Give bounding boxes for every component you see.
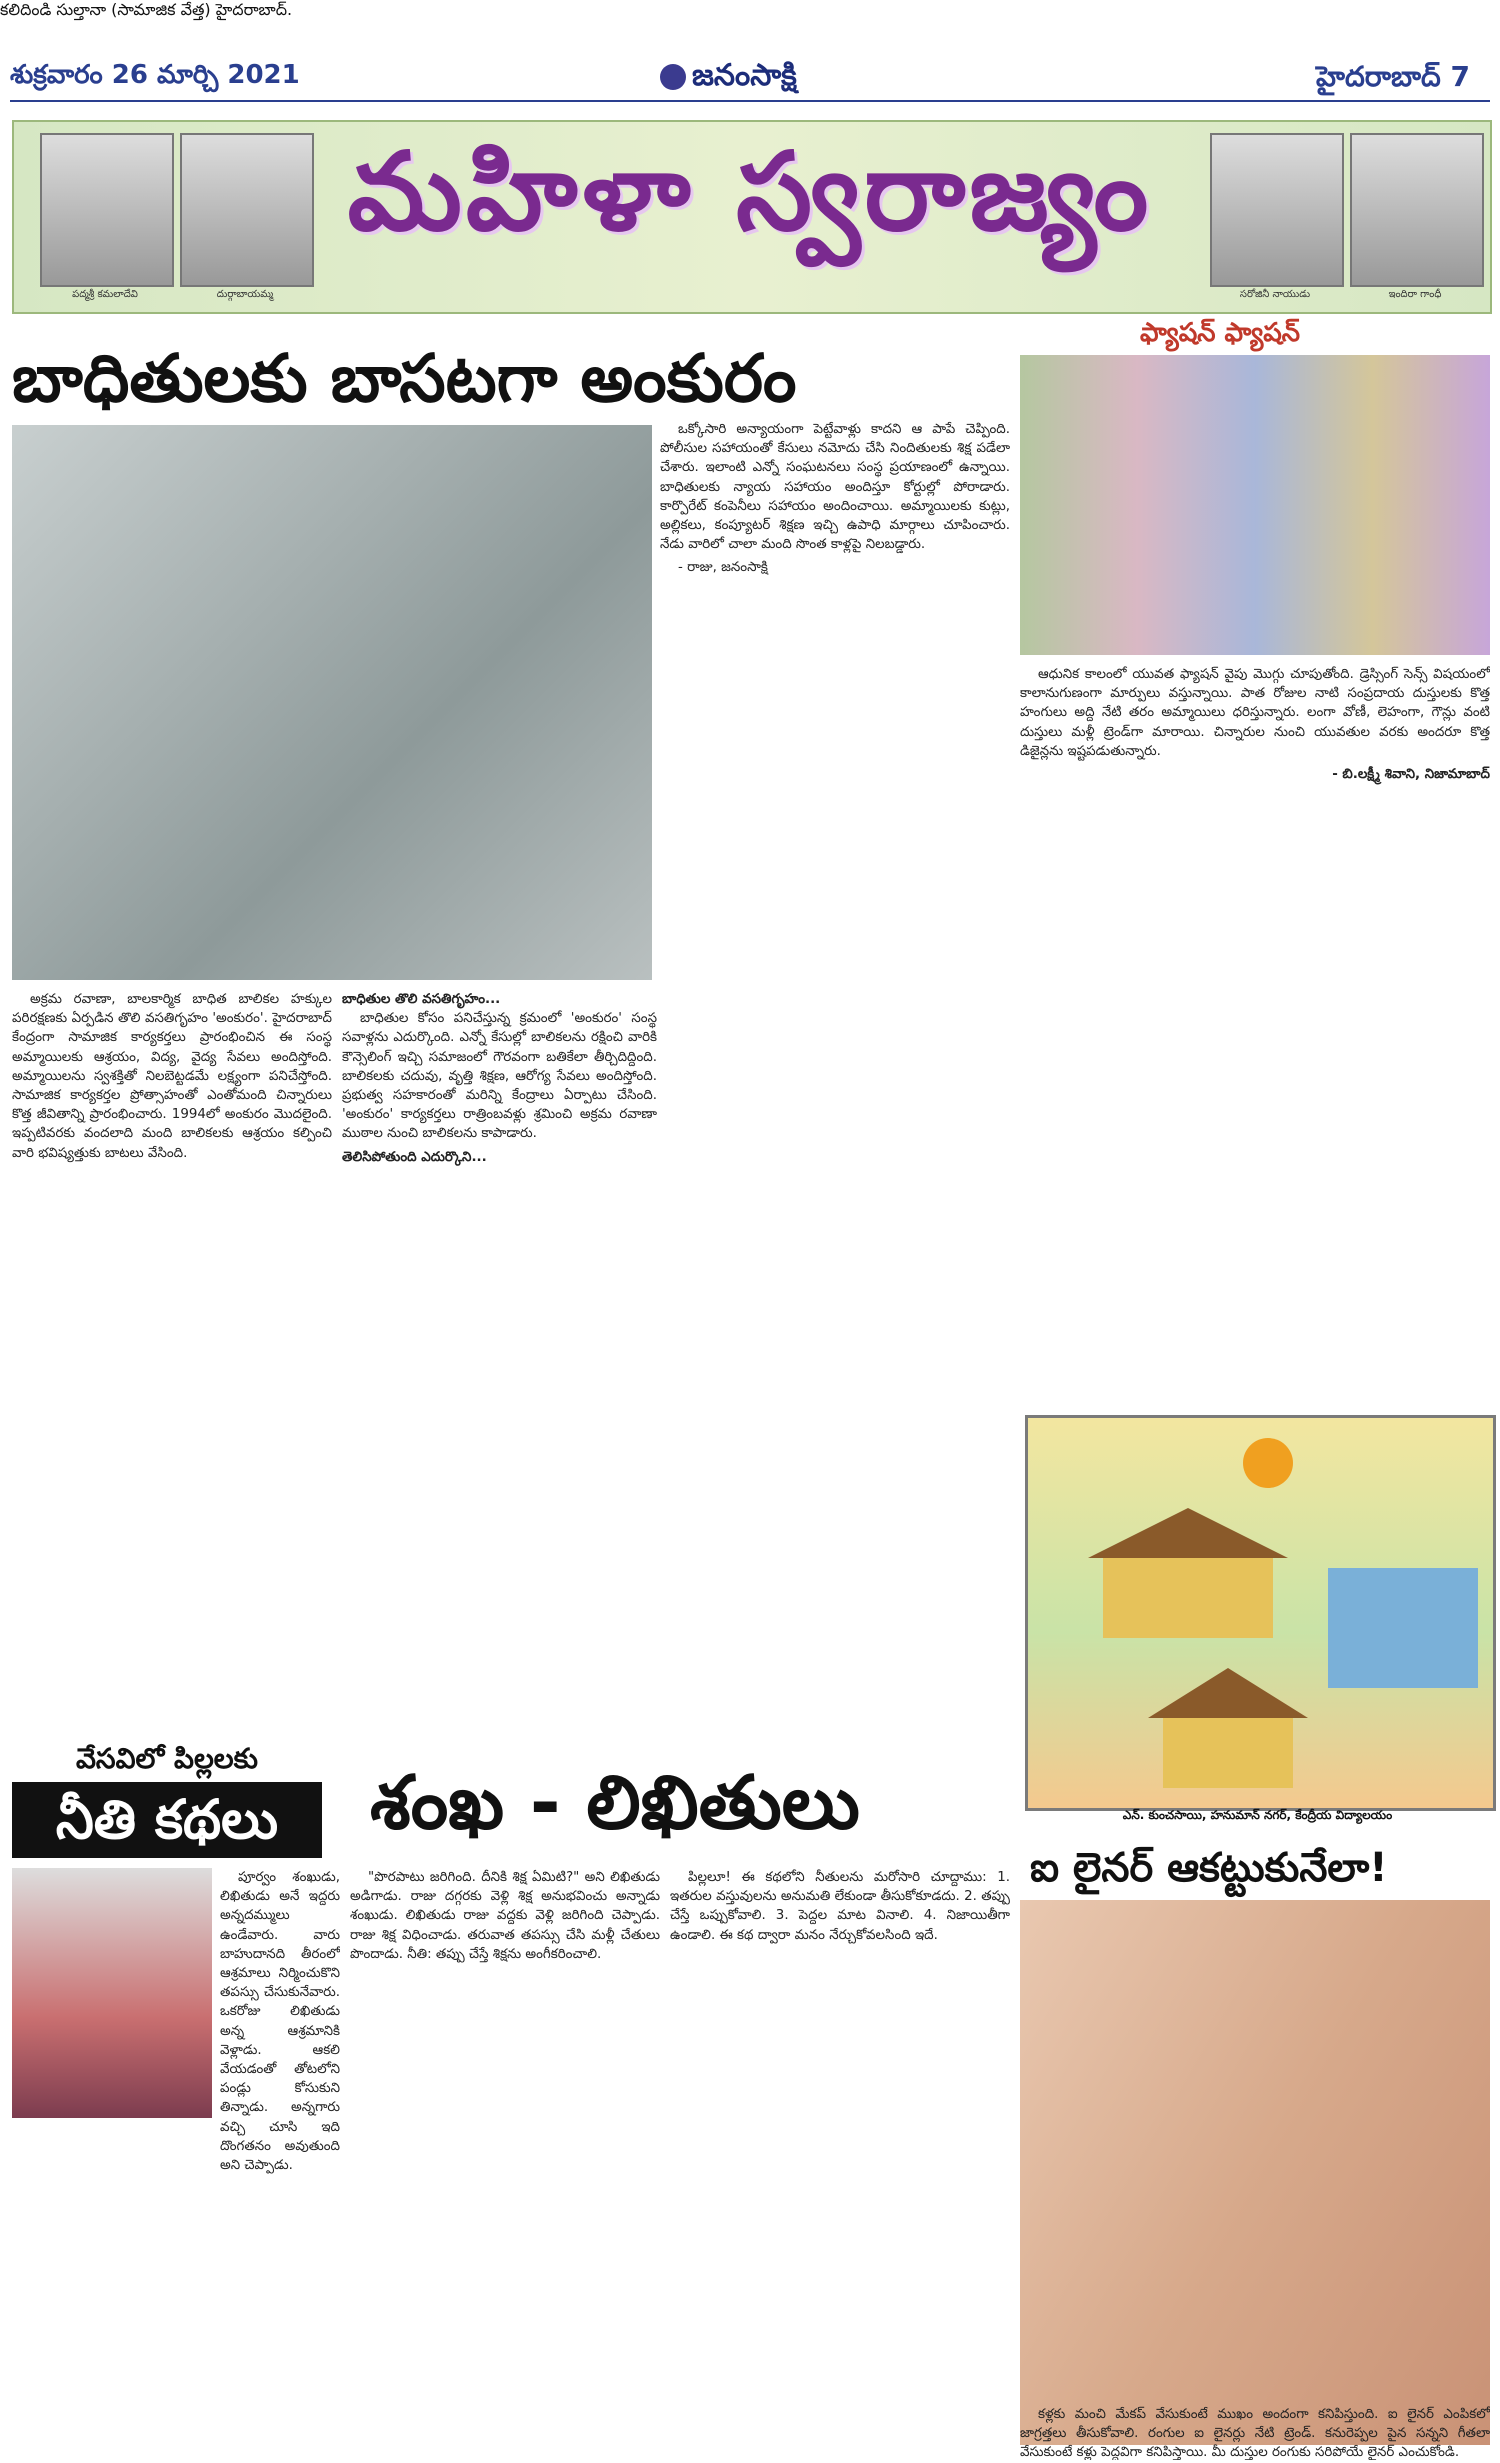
eyeliner-text: కళ్లకు మంచి మేకప్ వేసుకుంటే ముఖం అందంగా కనిపిస్తుంది. ఐ లైనర్ ఎంపికలో జాగ్రత్తలు తీసుకోవాలి. రంగుల ఐ లైనర్లు నేటి ట్రెండ్. కనురెప్పల పైన సన్నని గీతలా వేసుకుంటే కళ్లు పెద్దవిగా కనిపిస్తాయి. మీ దుస్తుల రంగుకు సరిపోయే లైనర్ ఎంచుకోండి. xyxy=(1020,2407,1490,2460)
story-column-1 xyxy=(220,1868,340,2448)
fashion-text: ఆధునిక కాలంలో యువత ఫ్యాషన్ వైపు మొగ్గు చూపుతోంది. డ్రెస్సింగ్ సెన్స్ విషయంలో కాలానుగుణంగా మార్పులు వస్తున్నాయి. పాత రోజుల నాటి సంప్రదాయ దుస్తులకు కొత్త హంగులు అద్ది నేటి తరం అమ్మాయిలు ధరిస్తున్నారు. లంగా వోణీ, లెహంగా, గౌన్లు వంటి దుస్తులు మళ్లీ ట్రెండ్‌గా మారాయి. చిన్నారుల నుంచి యువతుల వరకు అందరూ కొత్త డిజైన్లను ఇష్టపడుతున్నారు. xyxy=(1020,667,1490,759)
lead-headline: బాధితులకు బాసటగా అంకురం xyxy=(12,340,797,417)
fashion-byline: - బి.లక్ష్మీ శివాని, నిజామాబాద్ xyxy=(1332,767,1490,783)
issue-date: శుక్రవారం 26 మార్చి 2021 xyxy=(10,60,300,90)
fashion-photo xyxy=(1020,355,1490,655)
stories-kicker: వేసవిలో పిల్లలకు xyxy=(12,1742,322,1782)
stories-title: నీతి కథలు xyxy=(12,1782,322,1858)
hut-wall-2-icon xyxy=(1163,1718,1293,1788)
lead-subhead-2: తెలిసిపోతుంది ఎదుర్కొని... xyxy=(342,1149,487,1165)
lead-col2-text: బాధితుల కోసం పనిచేస్తున్న క్రమంలో 'అంకురం' సంస్థ సవాళ్లను ఎదుర్కొంది. ఎన్నో కేసుల్లో బాలికలను రక్షించి వారికి కౌన్సెలింగ్ ఇచ్చి సమాజంలో గౌరవంగా బతికేలా తీర్చిదిద్దింది. బాలికలకు చదువు, వృత్తి శిక్షణ, ఆరోగ్య సేవలు అందిస్తోంది. ప్రభుత్వ సహకారంతో మరిన్ని కేంద్రాలు ఏర్పాటు చేసింది. 'అంకురం' కార్యకర్తలు రాత్రింబవళ్లు శ్రమించి అక్రమ రవాణా ముఠాల నుంచి బాలికలను కాపాడారు. xyxy=(342,1011,657,1142)
lead-col3-text: ఒక్కోసారి అన్యాయంగా పెట్టేవాళ్లు కాదని ఆ పాపే చెప్పింది. పోలీసుల సహాయంతో కేసులు నమోదు చేసి నిందితులకు శిక్ష పడేలా చేశారు. ఇలాంటి ఎన్నో సంఘటనలు సంస్థ ప్రయాణంలో ఉన్నాయి. బాధితులకు న్యాయ సహాయం అందిస్తూ కోర్టుల్లో పోరాడారు. కార్పొరేట్ కంపెనీలు సహాయం అందించాయి. అమ్మాయిలకు కుట్లు, అల్లికలు, కంప్యూటర్ శిక్షణ ఇచ్చి ఉపాధి మార్గాలు చూపించారు. నేడు వారిలో చాలా మంది సొంత కాళ్లపై నిలబడ్డారు. xyxy=(660,422,1010,553)
portrait-4 xyxy=(1350,133,1484,287)
story-col3-text: పిల్లలూ! ఈ కథలోని నీతులను మరోసారి చూద్దాము: 1. ఇతరుల వస్తువులను అనుమతి లేకుండా తీసుకోకూడదు. 2. తప్పు చేస్తే ఒప్పుకోవాలి. 3. పెద్దల మాట వినాలి. 4. నిజాయితీగా ఉండాలి. ఈ కథ ద్వారా మనం నేర్చుకోవలసింది ఇదే. xyxy=(670,1870,1010,1943)
logo-icon xyxy=(660,64,686,90)
story-column-2 xyxy=(350,1868,660,2448)
drawing-art xyxy=(1028,1418,1487,1802)
child-drawing xyxy=(1025,1415,1496,1811)
lead-col1-text: అక్రమ రవాణా, బాలకార్మిక బాధిత బాలికల హక్కుల పరిరక్షణకు ఏర్పడిన తొలి వసతిగృహం 'అంకురం'. హైదరాబాద్ కేంద్రంగా సామాజిక కార్యకర్తలు ప్రారంభించిన ఈ సంస్థ అమ్మాయిలకు ఆశ్రయం, విద్య, వైద్య సేవలు అందిస్తోంది. అమ్మాయిలను స్వశక్తితో నిలబెట్టడమే లక్ష్యంగా పనిచేస్తోంది. సామాజిక కార్యకర్తల ప్రోత్సాహంతో ఎంతోమంది చిన్నారులు కొత్త జీవితాన్ని ప్రారంభించారు. 1994లో అంకురం మొదలైంది. ఇప్పటివరకు వందలాది మంది బాలికలకు ఆశ్రయం కల్పించి వారి భవిష్యత్తుకు బాటలు వేసింది. xyxy=(12,992,332,1161)
portrait-2 xyxy=(180,133,314,287)
lead-column-1 xyxy=(12,990,332,1730)
portrait-caption-1: పద్మశ్రీ కమలాదేవి xyxy=(72,289,138,300)
story-col2-text: "పొరపాటు జరిగింది. దీనికి శిక్ష ఏమిటి?" అని లిఖితుడు అడిగాడు. రాజు దగ్గరకు వెళ్లి శిక్ష అనుభవించు అన్నాడు శంఖుడు. లిఖితుడు రాజు వద్దకు వెళ్లి జరిగింది చెప్పాడు. రాజు శిక్ష విధించాడు. తరువాత తపస్సు చేసి మళ్లీ చేతులు పొందాడు. నీతి: తప్పు చేస్తే శిక్షను అంగీకరించాలి. xyxy=(350,1870,660,1962)
eyeliner-heading: ఐ లైనర్ ఆకట్టుకునేలా! xyxy=(1030,1845,1388,1891)
fashion-column xyxy=(1020,665,1490,1405)
lead-photo xyxy=(12,425,652,980)
pond-icon xyxy=(1328,1568,1478,1688)
hut-wall-icon xyxy=(1103,1558,1273,1638)
portrait-caption-3: సరోజినీ నాయుడు xyxy=(1239,289,1311,300)
hut-roof-icon xyxy=(1088,1508,1288,1558)
portrait-3 xyxy=(1210,133,1344,287)
fashion-heading: ఫ్యాషన్ ఫ్యాషన్ xyxy=(1140,318,1301,348)
header-divider xyxy=(10,100,1490,102)
story-headline: శంఖ - లిఖితులు xyxy=(370,1760,860,1846)
lead-byline: - రాజు, జనంసాక్షి xyxy=(678,560,768,576)
lead-subhead: బాధితుల తొలి వసతిగృహం... xyxy=(342,992,501,1007)
sun-icon xyxy=(1243,1438,1293,1488)
hut-roof-2-icon xyxy=(1148,1668,1308,1718)
drawing-caption: ఎన్. కుంచసాయి, హనుమాన్ నగర్, కేంద్రీయ విద్యాలయం xyxy=(1122,1808,1393,1822)
portrait-caption-2: దుర్గాబాయమ్మ xyxy=(216,289,274,300)
page-info xyxy=(1316,60,1470,100)
portrait-caption-4: ఇందిరా గాంధీ xyxy=(1388,289,1442,300)
logo-text: జనంసాక్షి xyxy=(692,58,797,93)
lead-column-2 xyxy=(342,990,657,1730)
eyeliner-text-column xyxy=(1020,2405,1490,2460)
masthead-logo xyxy=(660,58,797,100)
story-col1-text: పూర్వం శంఖుడు, లిఖితుడు అనే ఇద్దరు అన్నదమ్ములు ఉండేవారు. వారు బాహుదానది తీరంలో ఆశ్రమాలు నిర్మించుకొని తపస్సు చేసుకునేవారు. ఒకరోజు లిఖితుడు అన్న ఆశ్రమానికి వెళ్లాడు. ఆకలి వేయడంతో తోటలోని పండ్లు కోసుకుని తిన్నాడు. అన్నగారు వచ్చి చూసి ఇది దొంగతనం అవుతుంది అని చెప్పాడు. xyxy=(220,1870,340,2174)
story-column-3 xyxy=(670,1868,1010,2448)
portrait-1 xyxy=(40,133,174,287)
eyeliner-photo xyxy=(1020,1900,1490,2445)
banner-title: మహిళా స్వరాజ్యం xyxy=(347,130,1153,255)
city-label: హైదరాబాద్ xyxy=(1316,60,1441,93)
author-caption: కలిదిండి సుల్తానా (సామాజిక వేత్త) హైదరాబాద్. xyxy=(0,0,293,19)
author-photo xyxy=(12,1868,212,2118)
lead-column-3 xyxy=(660,420,1010,1720)
page-number: 7 xyxy=(1450,60,1470,93)
